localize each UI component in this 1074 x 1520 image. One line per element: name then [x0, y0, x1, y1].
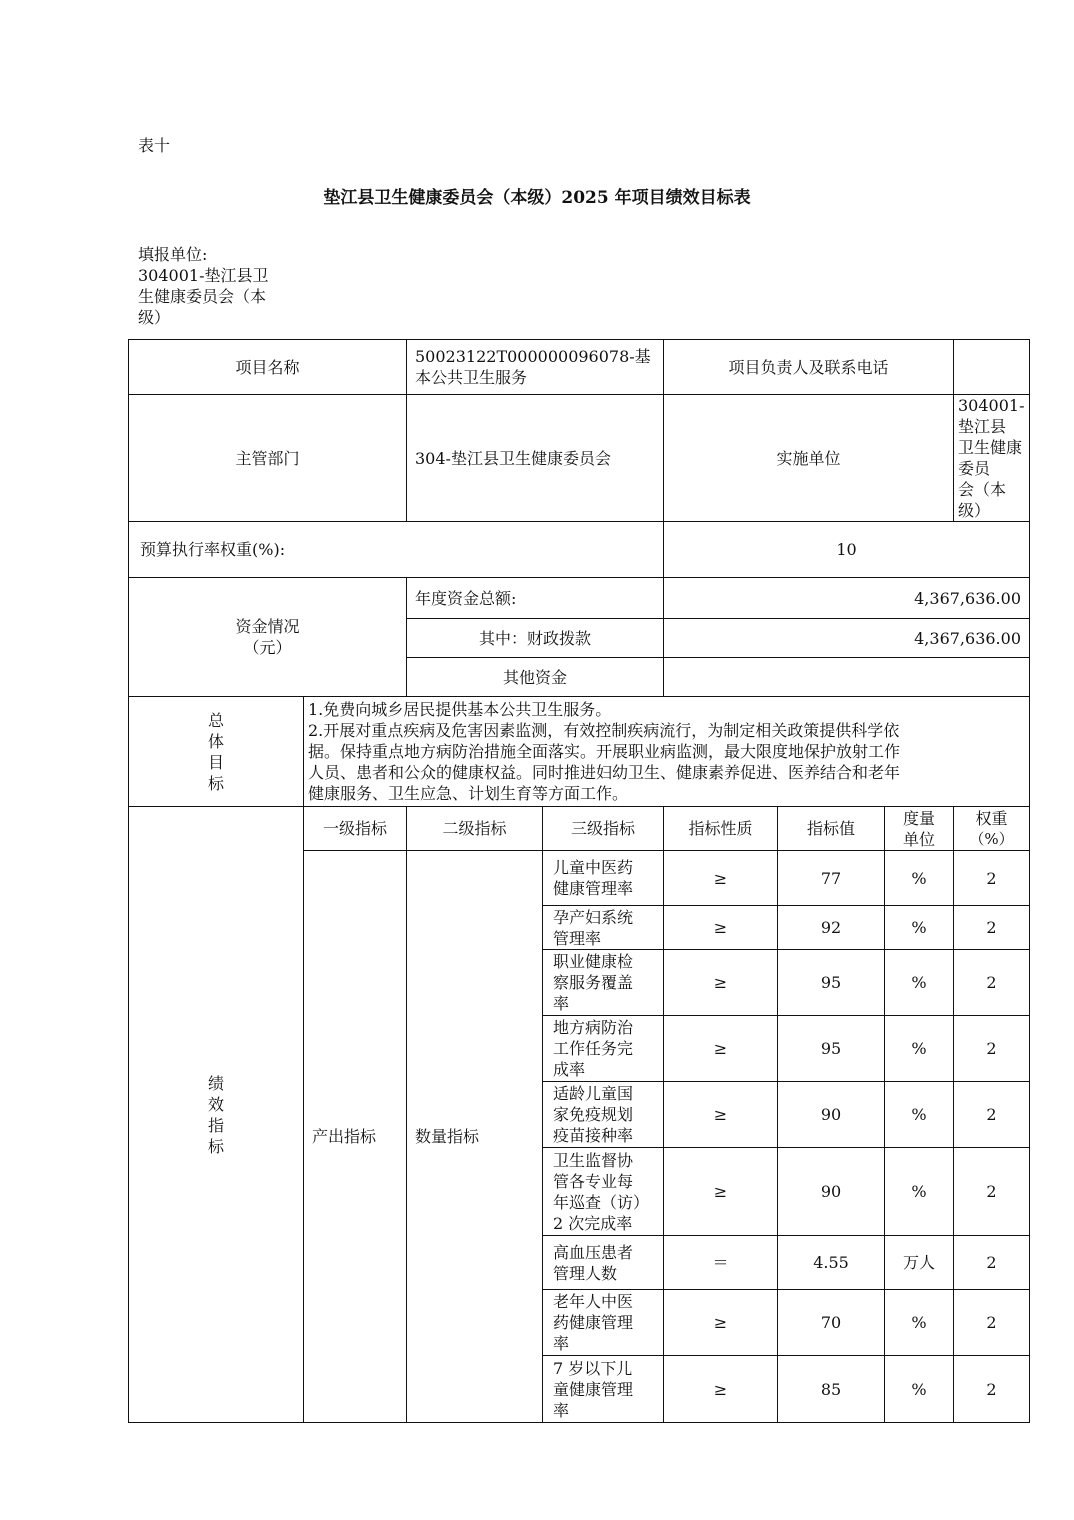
- indicator-name: [543, 1356, 664, 1423]
- indicator-unit: %: [885, 1082, 954, 1148]
- indicator-name-line: 率: [553, 1400, 570, 1420]
- reporting-unit-line: 304001-垫江县卫: [138, 266, 269, 285]
- goal-line: 人员、患者和公众的健康权益。同时推进妇幼卫生、健康素养促进、医养结合和老年: [308, 763, 901, 782]
- other-funds-label: 其他资金: [407, 658, 664, 697]
- indicator-name: [543, 1290, 664, 1356]
- overall-goal-label: [129, 697, 304, 807]
- indicator-value: 85: [778, 1356, 885, 1423]
- goal-line: 1.免费向城乡居民提供基本公共卫生服务。: [308, 700, 612, 719]
- indicator-name: [543, 1236, 664, 1290]
- indicator-operator: ≥: [664, 1082, 778, 1148]
- indicator-value: 95: [778, 950, 885, 1016]
- indicator-label-char: 指: [207, 1115, 224, 1135]
- table-label: 表十: [138, 136, 171, 155]
- header-value: 指标值: [778, 807, 885, 851]
- impl-unit-line: 304001-垫江县: [958, 396, 1025, 436]
- level2-value: 数量指标: [407, 851, 543, 1423]
- indicator-name-line: 地方病防治: [553, 1018, 634, 1037]
- dept-value: 304-垫江县卫生健康委员会: [407, 395, 664, 522]
- indicator-name-line: 高血压患者: [553, 1242, 634, 1262]
- indicator-weight: 2: [954, 1016, 1030, 1082]
- indicator-weight: 2: [954, 1290, 1030, 1356]
- indicator-name-line: 健康管理率: [553, 879, 634, 898]
- indicator-weight: 2: [954, 1148, 1030, 1236]
- indicator-operator: ＝: [664, 1236, 778, 1290]
- impl-unit-line: 卫生健康委员: [958, 438, 1023, 478]
- fiscal-value: 4,367,636.00: [664, 619, 1030, 658]
- indicator-unit: %: [885, 1148, 954, 1236]
- level1-value: 产出指标: [304, 851, 407, 1423]
- indicator-value: 4.55: [778, 1236, 885, 1290]
- indicator-name-line: 2 次完成率: [553, 1213, 633, 1233]
- project-name-line: 50023122T000000096078-基: [415, 347, 651, 366]
- indicator-operator: ≥: [664, 1356, 778, 1423]
- indicator-operator: ≥: [664, 906, 778, 950]
- indicator-name: [543, 950, 664, 1016]
- indicator-operator: ≥: [664, 950, 778, 1016]
- indicator-operator: ≥: [664, 851, 778, 906]
- project-name-label: 项目名称: [129, 340, 407, 395]
- indicator-name-line: 管各专业每: [553, 1171, 634, 1191]
- project-name-value: [407, 340, 664, 395]
- indicator-label-char: 绩: [207, 1073, 224, 1093]
- indicator-operator: ≥: [664, 1148, 778, 1236]
- header-nature: 指标性质: [664, 807, 778, 851]
- indicator-name-line: 药健康管理: [553, 1313, 634, 1332]
- indicator-name-line: 老年人中医: [553, 1292, 634, 1311]
- indicator-weight: 2: [954, 906, 1030, 950]
- performance-indicators-label: [129, 807, 304, 1423]
- indicator-name-line: 率: [553, 1334, 570, 1353]
- indicator-unit: %: [885, 1016, 954, 1082]
- contact-label: 项目负责人及联系电话: [664, 340, 954, 395]
- header-weight-line: 权重: [975, 808, 1008, 828]
- indicator-name-line: 7 岁以下儿: [553, 1358, 633, 1378]
- goal-label-char: 总: [207, 710, 224, 730]
- indicator-name: [543, 906, 664, 950]
- indicator-value: 70: [778, 1290, 885, 1356]
- indicator-weight: 2: [954, 1082, 1030, 1148]
- contact-value: [954, 340, 1030, 395]
- performance-table: [128, 339, 1030, 1423]
- document-title: 垫江县卫生健康委员会（本级）2025 年项目绩效目标表: [323, 188, 751, 208]
- dept-label: 主管部门: [129, 395, 407, 522]
- indicator-weight: 2: [954, 851, 1030, 906]
- indicator-name-line: 童健康管理: [553, 1379, 634, 1399]
- indicator-name: [543, 1082, 664, 1148]
- goal-line: 据。保持重点地方病防治措施全面落实。开展职业病监测，最大限度地保护放射工作: [308, 742, 901, 761]
- annual-total-value: 4,367,636.00: [664, 578, 1030, 619]
- overall-goal-text: [304, 697, 1030, 807]
- goal-line: 2.开展对重点疾病及危害因素监测，有效控制疾病流行，为制定相关政策提供科学依: [308, 721, 900, 740]
- impl-unit-line: 会（本级）: [958, 480, 1007, 520]
- indicator-unit: %: [885, 851, 954, 906]
- indicator-label-char: 标: [207, 1136, 224, 1156]
- indicator-unit: 万人: [885, 1236, 954, 1290]
- reporting-unit: [138, 244, 308, 328]
- indicator-name-line: 管理率: [553, 928, 602, 948]
- reporting-unit-line: 生健康委员会（本: [138, 287, 267, 306]
- indicator-unit: %: [885, 906, 954, 950]
- annual-total-label: 年度资金总额:: [407, 578, 664, 619]
- goal-label-char: 标: [207, 773, 224, 793]
- indicator-name-line: 年巡查（访）: [553, 1192, 650, 1212]
- fiscal-label: 其中：财政拨款: [407, 619, 664, 658]
- indicator-name-line: 成率: [553, 1060, 586, 1079]
- impl-unit-value: [954, 395, 1030, 522]
- indicator-value: 95: [778, 1016, 885, 1082]
- indicator-value: 77: [778, 851, 885, 906]
- indicator-weight: 2: [954, 1236, 1030, 1290]
- other-funds-value: [664, 658, 1030, 697]
- indicator-name-line: 察服务覆盖: [553, 973, 634, 992]
- indicator-name-line: 适龄儿童国: [553, 1084, 634, 1103]
- indicator-name-line: 卫生监督协: [553, 1150, 634, 1170]
- indicator-weight: 2: [954, 950, 1030, 1016]
- header-unit: [885, 807, 954, 851]
- header-weight-line: （%）: [969, 829, 1014, 848]
- header-weight: [954, 807, 1030, 851]
- funds-label-line: （元）: [243, 638, 292, 657]
- funds-label-line: 资金情况: [235, 617, 300, 636]
- header-unit-line: 度量: [902, 808, 935, 828]
- indicator-value: 90: [778, 1148, 885, 1236]
- header-level2: 二级指标: [407, 807, 543, 851]
- indicator-name-line: 职业健康检: [553, 952, 634, 971]
- budget-weight-label: 预算执行率权重(%):: [129, 522, 664, 578]
- indicator-value: 90: [778, 1082, 885, 1148]
- goal-label-char: 体: [207, 731, 224, 751]
- indicator-name-line: 家免疫规划: [553, 1105, 634, 1124]
- reporting-unit-line: 填报单位:: [138, 245, 208, 264]
- indicator-unit: %: [885, 1356, 954, 1423]
- indicator-operator: ≥: [664, 1016, 778, 1082]
- reporting-unit-line: 级）: [138, 308, 171, 327]
- header-level1: 一级指标: [304, 807, 407, 851]
- indicator-operator: ≥: [664, 1290, 778, 1356]
- indicator-unit: %: [885, 1290, 954, 1356]
- budget-weight-value: 10: [664, 522, 1030, 578]
- goal-label-char: 目: [207, 752, 224, 772]
- indicator-name: [543, 851, 664, 906]
- impl-unit-label: 实施单位: [664, 395, 954, 522]
- funds-label: [129, 578, 407, 697]
- goal-line: 健康服务、卫生应急、计划生育等方面工作。: [308, 784, 629, 803]
- indicator-name: [543, 1016, 664, 1082]
- indicator-name-line: 疫苗接种率: [553, 1126, 634, 1145]
- indicator-value: 92: [778, 906, 885, 950]
- indicator-name-line: 儿童中医药: [553, 858, 634, 877]
- indicator-name-line: 管理人数: [553, 1263, 618, 1283]
- indicator-name: [543, 1148, 664, 1236]
- indicator-name-line: 工作任务完: [553, 1039, 634, 1058]
- header-level3: 三级指标: [543, 807, 664, 851]
- indicator-weight: 2: [954, 1356, 1030, 1423]
- indicator-label-char: 效: [207, 1094, 224, 1114]
- indicator-name-line: 孕产妇系统: [553, 907, 634, 927]
- indicator-name-line: 率: [553, 994, 570, 1013]
- project-name-line: 本公共卫生服务: [415, 368, 528, 387]
- indicator-unit: %: [885, 950, 954, 1016]
- header-unit-line: 单位: [902, 829, 935, 849]
